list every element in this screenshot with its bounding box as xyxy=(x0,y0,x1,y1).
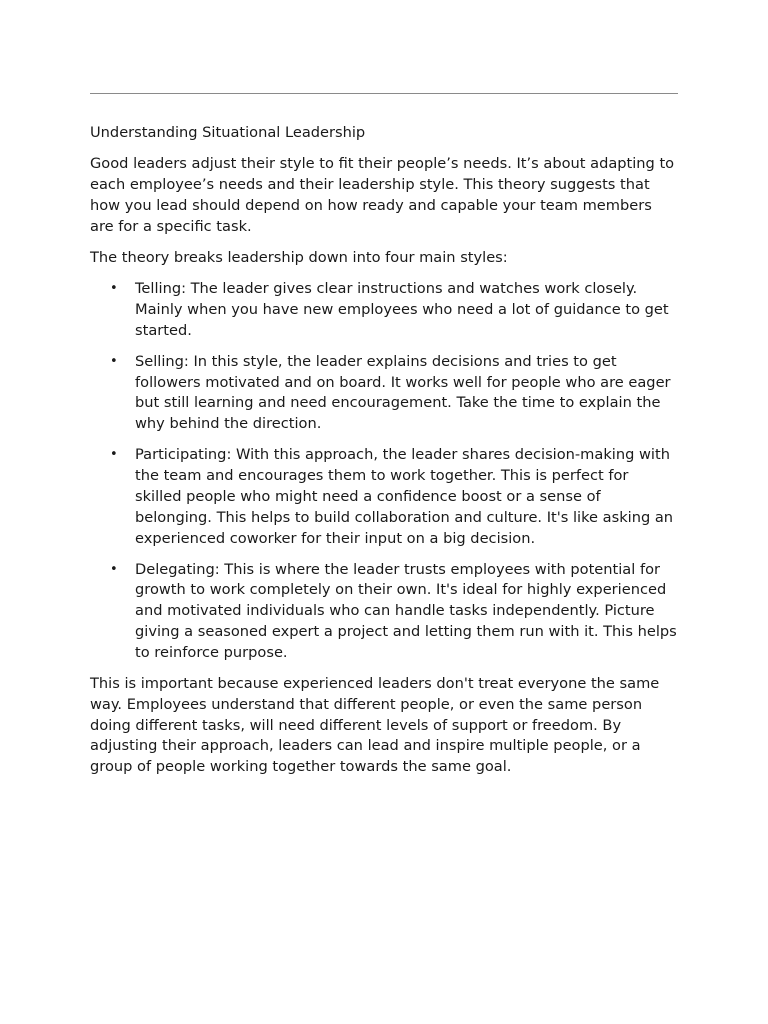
list-item-text: Telling: The leader gives clear instructions and watches work closely. Mainly when you have new employees who need a lot of guidance to get started. xyxy=(135,279,669,339)
header-divider xyxy=(90,93,678,94)
list-item-text: Selling: In this style, the leader explains decisions and tries to get followers motivated and on board. It works well for people who are eager but still learning and need encouragement. Take the time to explain the why behind the direction. xyxy=(135,352,671,433)
document-title: Understanding Situational Leadership xyxy=(90,124,366,141)
leadership-styles-list xyxy=(90,279,678,664)
conclusion-paragraph: This is important because experienced leaders don't treat everyone the same way. Employees understand that different people, or even the same person doing different tasks, will need different levels of support or freedom. By adjusting their approach, leaders can lead and inspire multiple people, or a group of people working together towards the same goal. xyxy=(90,675,660,776)
bullet-icon: • xyxy=(110,353,118,369)
document-body xyxy=(90,123,678,788)
bullet-icon: • xyxy=(110,561,118,577)
list-item-telling xyxy=(90,279,678,341)
list-item-selling xyxy=(90,352,678,435)
list-intro-paragraph: The theory breaks leadership down into four main styles: xyxy=(90,248,508,266)
list-item-participating xyxy=(90,445,678,549)
bullet-icon: • xyxy=(110,280,118,296)
intro-paragraph: Good leaders adjust their style to fit their people’s needs. It’s about adapting to each employee’s needs and their leadership style. This theory suggests that how you lead should depend on how ready and capable your team members are for a specific task. xyxy=(90,155,675,235)
bullet-icon: • xyxy=(110,447,118,463)
list-item-text: Participating: With this approach, the leader shares decision-making with the team and encourages them to work together. This is perfect for skilled people who might need a confidence boost or a sense of belonging. This helps to build collaboration and culture. It's like asking an experienced coworker for their input on a big decision. xyxy=(135,446,674,547)
list-item-text: Delegating: This is where the leader trusts employees with potential for growth to work completely on their own. It's ideal for highly experienced and motivated individuals who can handle tasks independently. Picture giving a seasoned expert a project and letting them run with it. This helps to reinforce purpose. xyxy=(135,560,677,661)
list-item-delegating xyxy=(90,560,678,664)
